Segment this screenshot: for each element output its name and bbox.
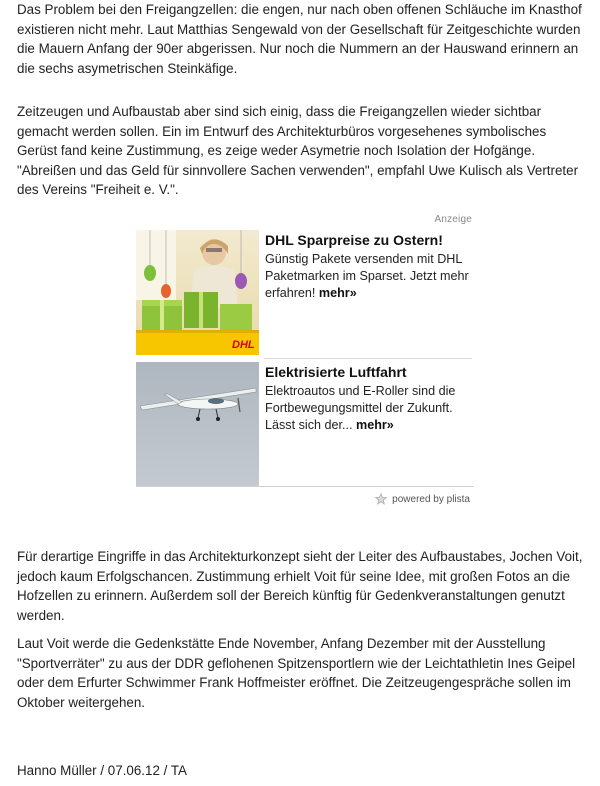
ad-image-dhl[interactable] (136, 230, 259, 355)
ad-description-text: Elektroautos und E-Roller sind die Fortbewegungsmittel der Zukunft. Lässt sich der... (265, 384, 456, 432)
article-byline: Hanno Müller / 07.06.12 / TA (17, 763, 187, 778)
ad-image-airplane[interactable] (136, 362, 259, 487)
plista-star-icon (374, 492, 388, 506)
ad-text (265, 364, 473, 434)
powered-by-text: powered by plista (392, 493, 470, 505)
ad-footer-divider (136, 486, 474, 487)
ad-item-luftfahrt[interactable] (136, 362, 474, 490)
ad-more-link[interactable]: mehr» (356, 418, 394, 432)
ad-description-text: Günstig Pakete versenden mit DHL Paketmarken im Sparset. Jetzt mehr erfahren! (265, 252, 469, 300)
ad-description (265, 383, 473, 434)
article-paragraph: Für derartige Eingriffe in das Architekturkonzept sieht der Leiter des Aufbaustabes, Jochen Voit, jedoch kaum Erfolgschancen. Zustimmung erhielt Voit für seine Idee, mit großen Fotos an die Hofzellen zu erinnern. Außerdem soll der Bereich künftig für Gedenkveranstaltungen genutzt werden. (17, 549, 583, 623)
ad-item-dhl[interactable] (136, 230, 474, 358)
ad-label: Anzeige (434, 214, 472, 225)
article-paragraph: Laut Voit werde die Gedenkstätte Ende November, Anfang Dezember mit der Ausstellung "Sportverräter" zu aus der DDR geflohenen Spitzensportlern wie der Leichtathletin Ines Geipel oder dem Erfurter Schwimmer Frank Hoffmeister eröffnet. Die Zeitzeugengespräche sollen im Oktober weitergehen. (17, 636, 576, 710)
article-paragraph: Das Problem bei den Freigangzellen: die engen, nur nach oben offenen Schläuche im Knasthof existieren nicht mehr. Laut Matthias Sengewald von der Gesellschaft für Zeitgeschichte wurden die Mauern Anfang der 90er abgerissen. Nur noch die Nummern an der Hauswand erinnern an die sechs asymetrischen Steinkäfige. (17, 2, 582, 76)
ad-text (265, 232, 473, 302)
article-paragraph: Zeitzeugen und Aufbaustab aber sind sich einig, dass die Freigangzellen wieder sichtbar gemacht werden sollen. Ein im Entwurf des Architekturbüros vorgesehenes symbolisches Gerüst fand keine Zustimmung, es zeige weder Asymetrie noch Isolation der Hofgänge. "Abreißen und das Geld für sinnvollere Sachen verwenden", empfahl Uwe Kulisch als Vertreter des Vereins "Freiheit e. V.". (17, 104, 579, 197)
ad-title[interactable]: Elektrisierte Luftfahrt (265, 364, 407, 380)
sponsored-widget (136, 212, 474, 512)
ad-divider (264, 358, 472, 359)
powered-by-plista[interactable] (374, 491, 470, 507)
ad-more-link[interactable]: mehr» (318, 286, 357, 300)
ad-title[interactable]: DHL Sparpreise zu Ostern! (265, 232, 443, 248)
ad-description (265, 251, 473, 302)
dhl-logo: DHL (232, 339, 255, 351)
